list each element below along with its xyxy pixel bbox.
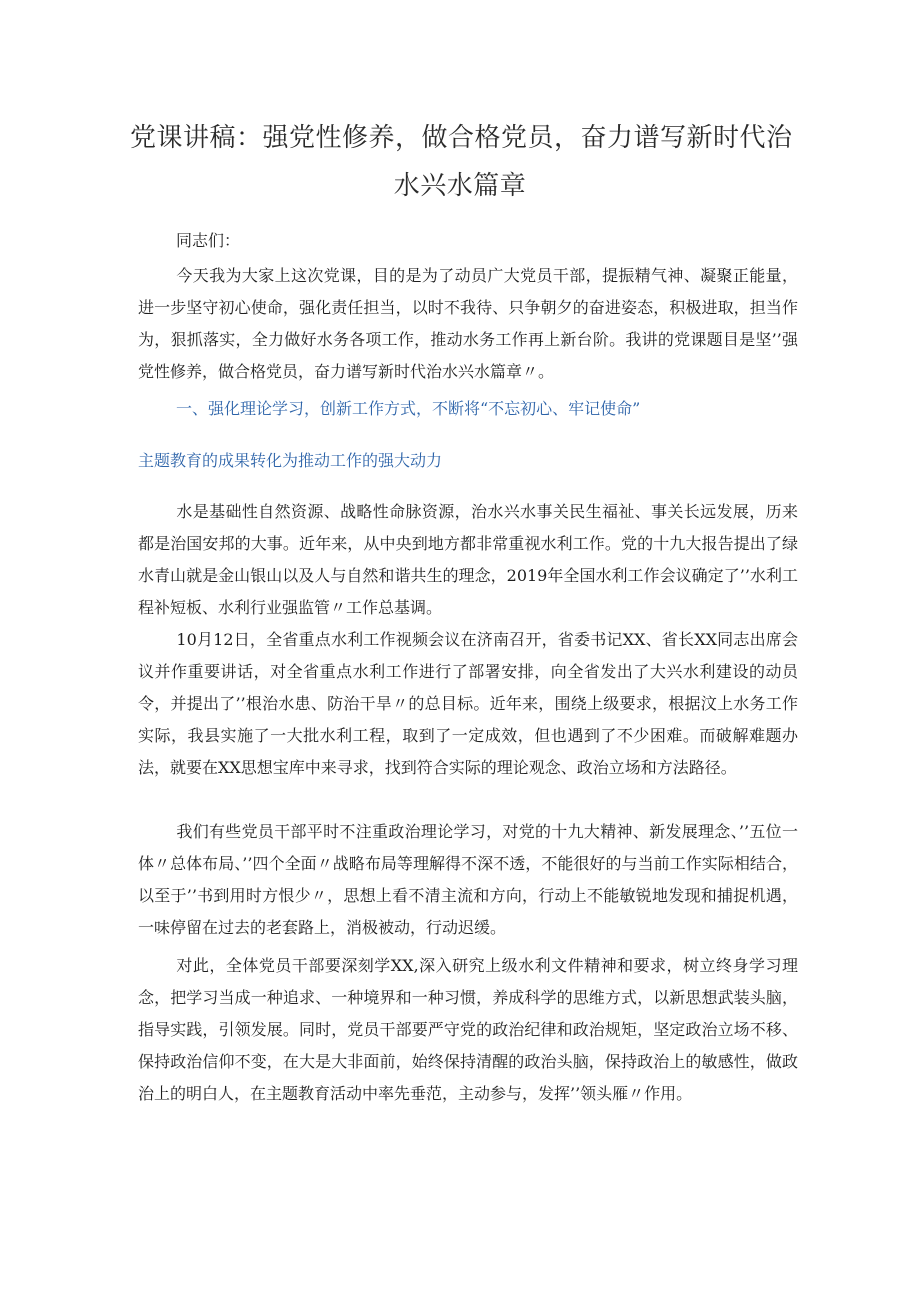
paragraph-study-shortcomings: 我们有些党员干部平时不注重政治理论学习，对党的十九大精神、新发展理念、’’五位一体〃总体布局、’’四个全面〃战略布局等理解得不深不透，不能很好的与当前工作实际相结合，以至于’’书到用时方恨少〃，思想上看不清主流和方向，行动上不能敏锐地发现和捕捉机遇，一味停留在过去的老套路上，消极被动，行动迟缓。 bbox=[138, 822, 798, 937]
paragraph-water-resources: 水是基础性自然资源、战略性命脉资源，治水兴水事关民生福祉、事关长远发展，历来都是治国安邦的大事。近年来，从中央到地方都非常重视水利工作。党的十九大报告提出了绿水青山就是金山银山以及人与自然和谐共生的理念，2019年全国水利工作会议确定了’’水利工程补短板、水利行业强监管〃工作总基调。 bbox=[138, 502, 798, 617]
title-line-2: 水兴水篇章 bbox=[393, 171, 527, 201]
salutation: 同志们： bbox=[176, 231, 241, 250]
document-title bbox=[130, 114, 793, 210]
section-heading-line-1: 一、强化理论学习，创新工作方式，不断将“不忘初心、牢记使命” bbox=[176, 399, 641, 418]
paragraph-intro: 今天我为大家上这次党课，目的是为了动员广大党员干部，提振精气神、凝聚正能量，进一步坚守初心使命，强化责任担当，以时不我待、只争朝夕的奋进姿态，积极进取，担当作为，狠抓落实，全力做好水务各项工作，推动水务工作再上新台阶。我讲的党课题目是坚’’强党性修养，做合格党员，奋力谱写新时代治水兴水篇章〃。 bbox=[138, 266, 798, 381]
paragraph-action-requirements: 对此，全体党员干部要深刻学XX,深入研究上级水利文件精神和要求，树立终身学习理念，把学习当成一种追求、一种境界和一种习惯，养成科学的思维方式，以新思想武装头脑，指导实践，引领发展。同时，党员干部要严守党的政治纪律和政治规矩，坚定政治立场不移、保持政治信仰不变，在大是大非面前，始终保持清醒的政治头脑，保持政治上的敏感性，做政治上的明白人，在主题教育活动中率先垂范，主动参与，发挥’’领头雁〃作用。 bbox=[138, 956, 798, 1103]
section-heading-line-2: 主题教育的成果转化为推动工作的强大动力 bbox=[138, 451, 443, 470]
paragraph-provincial-meeting: 10月12日，全省重点水利工作视频会议在济南召开，省委书记XX、省长XX同志出席会议并作重要讲话，对全省重点水利工作进行了部署安排，向全省发出了大兴水利建设的动员令，并提出了’’根治水患、防治干旱〃的总目标。近年来，围绕上级要求，根据汶上水务工作实际，我县实施了一大批水利工程，取到了一定成效，但也遇到了不少困难。而破解难题办法，就要在XX思想宝库中来寻求，找到符合实际的理论观念、政治立场和方法路径。 bbox=[138, 630, 798, 777]
title-line-1: 党课讲稿：强党性修养，做合格党员，奋力谱写新时代治 bbox=[130, 123, 793, 153]
